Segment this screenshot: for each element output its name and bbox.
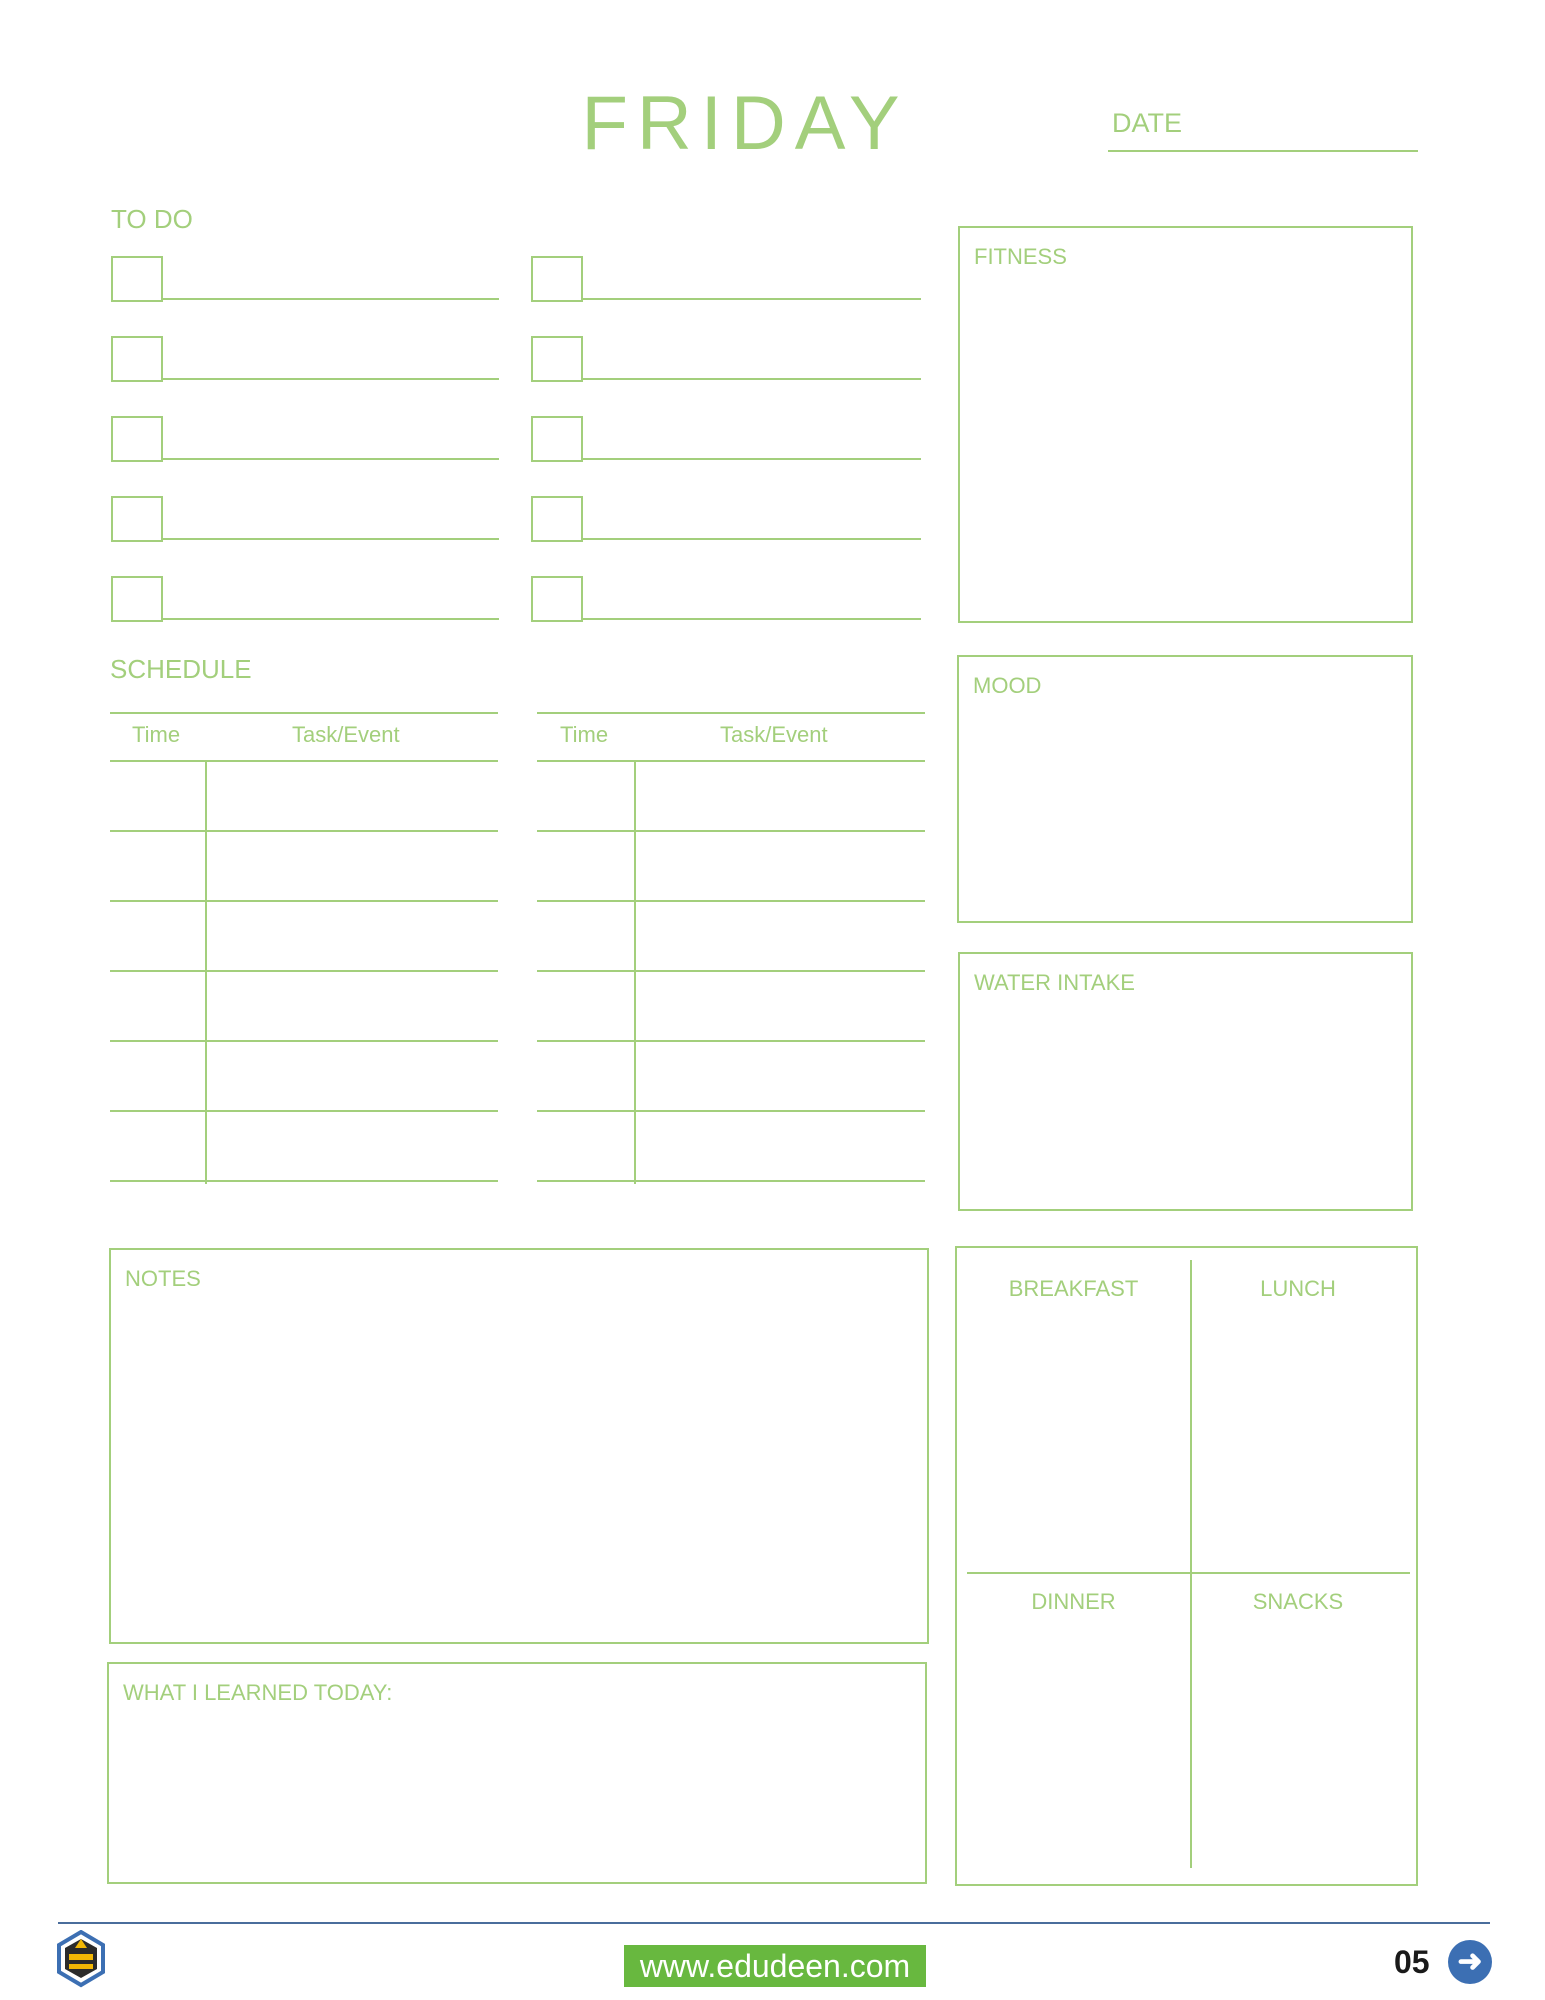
todo-line[interactable] — [581, 618, 921, 620]
meals-vertical-divider — [1190, 1260, 1192, 1868]
water-intake-label: WATER INTAKE — [974, 970, 1135, 995]
schedule-row[interactable] — [537, 1110, 925, 1112]
todo-checkbox[interactable] — [531, 416, 583, 462]
todo-checkbox[interactable] — [111, 576, 163, 622]
schedule-row[interactable] — [537, 830, 925, 832]
todo-checkbox[interactable] — [531, 256, 583, 302]
schedule-row[interactable] — [110, 1180, 498, 1182]
water-intake-box[interactable] — [958, 952, 1413, 1211]
schedule-header-rule — [110, 760, 498, 762]
todo-checkbox[interactable] — [111, 256, 163, 302]
schedule-row[interactable] — [537, 1180, 925, 1182]
meals-box — [955, 1246, 1418, 1886]
todo-checkbox[interactable] — [111, 496, 163, 542]
todo-line[interactable] — [161, 298, 499, 300]
breakfast-label: BREAKFAST — [1008, 1276, 1139, 1301]
schedule-task-header: Task/Event — [720, 722, 828, 747]
snacks-label: SNACKS — [1252, 1589, 1344, 1614]
schedule-row[interactable] — [537, 970, 925, 972]
todo-line[interactable] — [581, 378, 921, 380]
todo-line[interactable] — [581, 458, 921, 460]
schedule-top-rule — [537, 712, 925, 714]
hexagon-bee-logo-icon — [56, 1930, 106, 1990]
schedule-row[interactable] — [110, 830, 498, 832]
mood-box[interactable] — [957, 655, 1413, 923]
meals-horizontal-divider — [967, 1572, 1410, 1574]
todo-checkbox[interactable] — [531, 496, 583, 542]
schedule-column-divider — [205, 762, 207, 1184]
date-label: DATE — [1112, 108, 1183, 138]
todo-line[interactable] — [581, 538, 921, 540]
schedule-task-header: Task/Event — [292, 722, 400, 747]
schedule-top-rule — [110, 712, 498, 714]
fitness-box[interactable] — [958, 226, 1413, 623]
schedule-row[interactable] — [110, 970, 498, 972]
todo-checkbox[interactable] — [531, 576, 583, 622]
schedule-header-rule — [537, 760, 925, 762]
dinner-label: DINNER — [1031, 1589, 1116, 1614]
schedule-row[interactable] — [537, 1040, 925, 1042]
schedule-row[interactable] — [110, 1110, 498, 1112]
todo-checkbox[interactable] — [531, 336, 583, 382]
notes-box[interactable] — [109, 1248, 929, 1644]
schedule-row[interactable] — [537, 900, 925, 902]
schedule-row[interactable] — [110, 1040, 498, 1042]
todo-line[interactable] — [161, 618, 499, 620]
page-title: FRIDAY — [581, 81, 909, 166]
notes-label: NOTES — [125, 1266, 201, 1291]
schedule-label: SCHEDULE — [110, 654, 252, 684]
todo-line[interactable] — [161, 378, 499, 380]
todo-label: TO DO — [111, 204, 193, 234]
todo-checkbox[interactable] — [111, 416, 163, 462]
footer-rule — [58, 1922, 1490, 1924]
mood-label: MOOD — [973, 673, 1042, 698]
page-number: 05 — [1394, 1944, 1430, 1980]
learned-label: WHAT I LEARNED TODAY: — [123, 1680, 393, 1705]
learned-box[interactable] — [107, 1662, 927, 1884]
schedule-row[interactable] — [110, 900, 498, 902]
fitness-label: FITNESS — [974, 244, 1067, 269]
lunch-label: LUNCH — [1260, 1276, 1336, 1301]
todo-checkbox[interactable] — [111, 336, 163, 382]
todo-line[interactable] — [161, 538, 499, 540]
date-field-line[interactable] — [1108, 150, 1418, 152]
schedule-column-divider — [634, 762, 636, 1184]
website-link[interactable]: www.edudeen.com — [624, 1945, 926, 1987]
schedule-time-header: Time — [560, 722, 609, 747]
todo-line[interactable] — [161, 458, 499, 460]
todo-line[interactable] — [581, 298, 921, 300]
arrow-right-circle-icon[interactable]: ➜ — [1448, 1940, 1492, 1984]
schedule-time-header: Time — [132, 722, 181, 747]
